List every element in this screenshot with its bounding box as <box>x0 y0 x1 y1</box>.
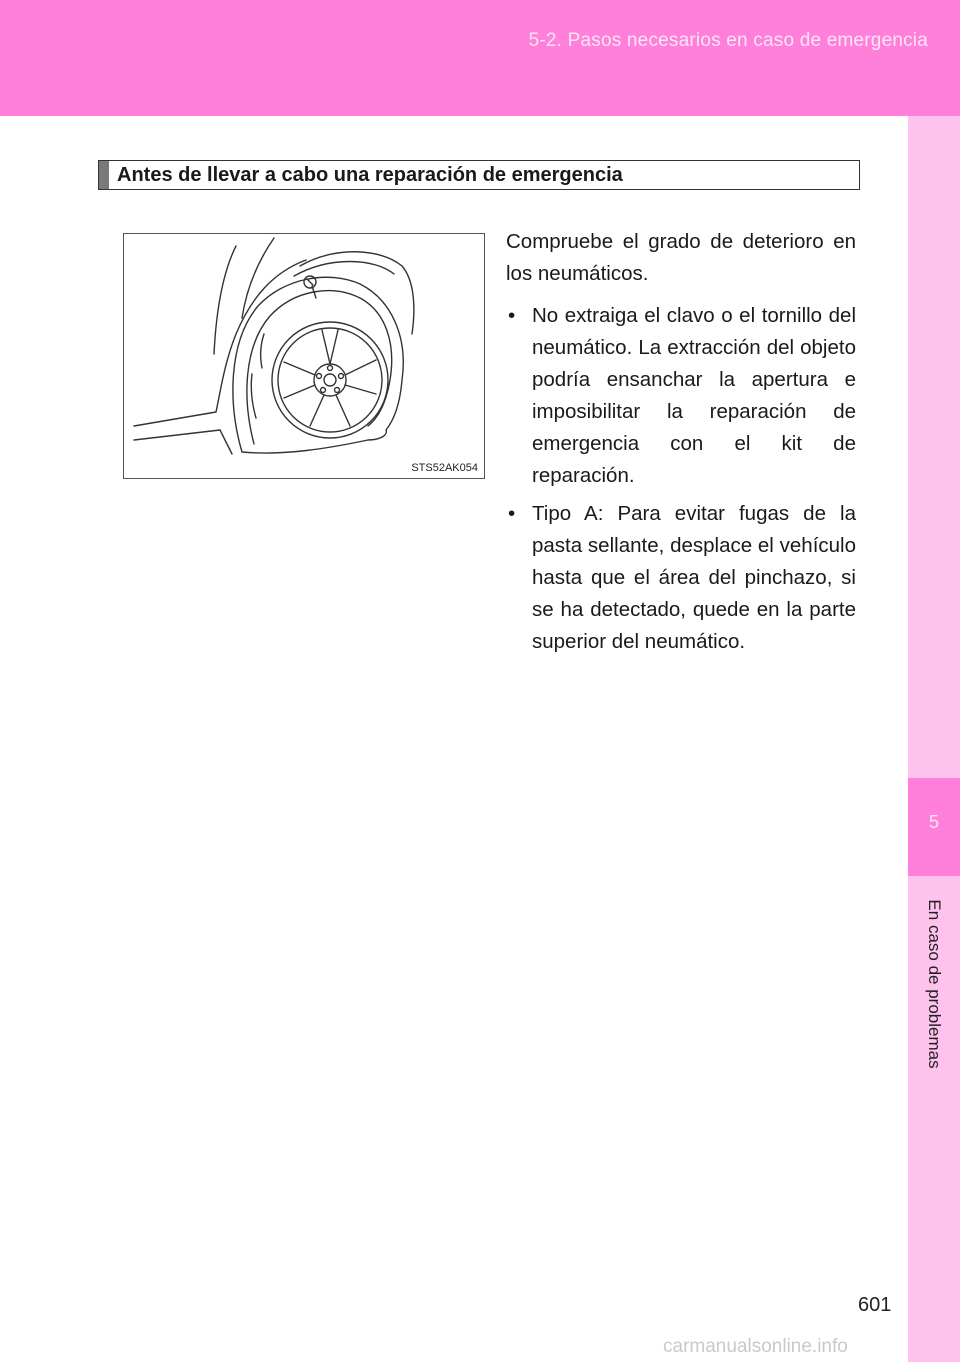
section-heading-bar <box>99 161 109 189</box>
chapter-side-tab <box>908 116 960 1362</box>
section-heading: Antes de llevar a cabo una reparación de emergencia <box>117 164 623 186</box>
body-text-column <box>506 226 856 664</box>
header-band <box>0 0 960 116</box>
bullet-icon: • <box>508 502 516 525</box>
intro-paragraph: Compruebe el grado de deterioro en los neumáticos. <box>506 230 856 285</box>
figure-code: STS52AK054 <box>411 462 478 474</box>
chapter-label: En caso de problemas <box>925 899 944 1069</box>
section-heading-box <box>98 160 860 190</box>
flat-tire-illustration-icon <box>124 234 484 478</box>
list-item-text: Tipo A: Para evitar fugas de la pasta sellante, desplace el vehículo hasta que el área del pinchazo, si se ha detectado, quede en la parte superior del neumático. <box>532 502 856 653</box>
watermark: carmanualsonline.info <box>663 1336 848 1357</box>
header-section-title: 5-2. Pasos necesarios en caso de emergencia <box>528 30 928 51</box>
list-item <box>506 300 856 492</box>
instruction-list <box>506 300 856 658</box>
chapter-number: 5 <box>928 812 939 832</box>
list-item-text: No extraiga el clavo o el tornillo del neumático. La extracción del objeto podría ensanchar la apertura e imposibilitar la reparación de emergencia con el kit de reparación. <box>532 304 856 487</box>
list-item <box>506 498 856 658</box>
page-number: 601 <box>858 1294 892 1316</box>
flat-tire-figure <box>123 233 485 479</box>
bullet-icon: • <box>508 304 516 327</box>
